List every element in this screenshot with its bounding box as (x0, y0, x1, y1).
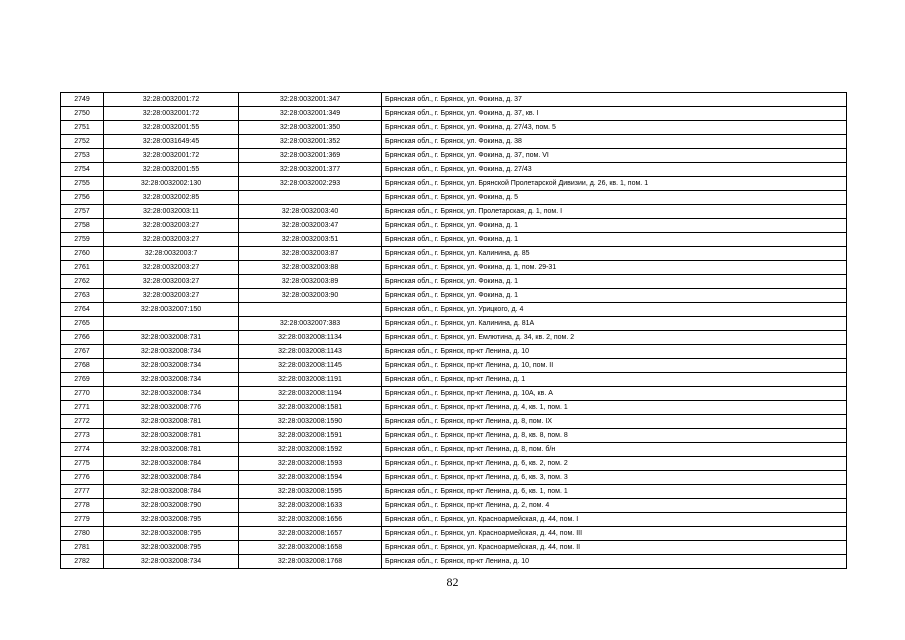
row-number-cell: 2769 (61, 373, 104, 387)
table-row (61, 121, 847, 135)
row-number-cell: 2774 (61, 443, 104, 457)
object-cadastral-cell: 32:28:0032001:349 (239, 107, 382, 121)
parcel-cadastral-cell: 32:28:0032002:130 (104, 177, 239, 191)
object-cadastral-cell: 32:28:0032008:1768 (239, 555, 382, 569)
object-cadastral-cell: 32:28:0032008:1191 (239, 373, 382, 387)
table-row (61, 191, 847, 205)
object-cadastral-cell: 32:28:0032008:1134 (239, 331, 382, 345)
page-number: 82 (446, 575, 459, 589)
row-number-cell: 2752 (61, 135, 104, 149)
address-cell: Брянская обл., г. Брянск, ул. Урицкого, д. 4 (382, 303, 847, 317)
parcel-cadastral-cell: 32:28:0032008:731 (104, 331, 239, 345)
address-cell: Брянская обл., г. Брянск, пр-кт Ленина, д. 10А, кв. А (382, 387, 847, 401)
address-cell: Брянская обл., г. Брянск, ул. Фокина, д. 1 (382, 233, 847, 247)
table-row (61, 345, 847, 359)
object-cadastral-cell: 32:28:0032008:1633 (239, 499, 382, 513)
row-number-cell: 2751 (61, 121, 104, 135)
table-row (61, 457, 847, 471)
object-cadastral-cell: 32:28:0032002:293 (239, 177, 382, 191)
parcel-cadastral-cell: 32:28:0032008:734 (104, 373, 239, 387)
object-cadastral-cell: 32:28:0032001:377 (239, 163, 382, 177)
object-cadastral-cell: 32:28:0032008:1656 (239, 513, 382, 527)
table-row (61, 331, 847, 345)
table-row (61, 93, 847, 107)
parcel-cadastral-cell: 32:28:0032003:7 (104, 247, 239, 261)
parcel-cadastral-cell: 32:28:0032008:784 (104, 471, 239, 485)
object-cadastral-cell: 32:28:0032001:352 (239, 135, 382, 149)
address-cell: Брянская обл., г. Брянск, ул. Красноармейская, д. 44, пом. II (382, 541, 847, 555)
row-number-cell: 2766 (61, 331, 104, 345)
table-row (61, 471, 847, 485)
table-row (61, 303, 847, 317)
table-row (61, 149, 847, 163)
parcel-cadastral-cell: 32:28:0032003:27 (104, 289, 239, 303)
table-row (61, 555, 847, 569)
address-cell: Брянская обл., г. Брянск, пр-кт Ленина, д. 4, кв. 1, пом. 1 (382, 401, 847, 415)
address-cell: Брянская обл., г. Брянск, пр-кт Ленина, д. 8, кв. 8, пом. 8 (382, 429, 847, 443)
address-cell: Брянская обл., г. Брянск, ул. Красноармейская, д. 44, пом. III (382, 527, 847, 541)
address-cell: Брянская обл., г. Брянск, ул. Калинина, д. 85 (382, 247, 847, 261)
address-cell: Брянская обл., г. Брянск, ул. Фокина, д. 27/43, пом. 5 (382, 121, 847, 135)
object-cadastral-cell: 32:28:0032008:1595 (239, 485, 382, 499)
address-cell: Брянская обл., г. Брянск, ул. Фокина, д. 1 (382, 219, 847, 233)
parcel-cadastral-cell: 32:28:0032001:72 (104, 93, 239, 107)
table-row (61, 415, 847, 429)
row-number-cell: 2760 (61, 247, 104, 261)
table-row (61, 233, 847, 247)
address-cell: Брянская обл., г. Брянск, пр-кт Ленина, д. 8, пом. б/н (382, 443, 847, 457)
parcel-cadastral-cell: 32:28:0032003:27 (104, 233, 239, 247)
table-row (61, 317, 847, 331)
parcel-cadastral-cell (104, 317, 239, 331)
parcel-cadastral-cell: 32:28:0032008:790 (104, 499, 239, 513)
parcel-cadastral-cell: 32:28:0032008:734 (104, 345, 239, 359)
row-number-cell: 2779 (61, 513, 104, 527)
table-row (61, 247, 847, 261)
address-cell: Брянская обл., г. Брянск, пр-кт Ленина, д. 10 (382, 555, 847, 569)
address-cell: Брянская обл., г. Брянск, ул. Фокина, д. 38 (382, 135, 847, 149)
address-cell: Брянская обл., г. Брянск, пр-кт Ленина, д. 6, кв. 3, пом. 3 (382, 471, 847, 485)
address-cell: Брянская обл., г. Брянск, пр-кт Ленина, д. 2, пом. 4 (382, 499, 847, 513)
table-row (61, 373, 847, 387)
row-number-cell: 2755 (61, 177, 104, 191)
object-cadastral-cell (239, 303, 382, 317)
table-row (61, 177, 847, 191)
object-cadastral-cell: 32:28:0032007:383 (239, 317, 382, 331)
address-cell: Брянская обл., г. Брянск, ул. Фокина, д. 37, кв. I (382, 107, 847, 121)
address-cell: Брянская обл., г. Брянск, ул. Красноармейская, д. 44, пом. I (382, 513, 847, 527)
row-number-cell: 2754 (61, 163, 104, 177)
parcel-cadastral-cell: 32:28:0032008:784 (104, 485, 239, 499)
table-row (61, 443, 847, 457)
parcel-cadastral-cell: 32:28:0032008:795 (104, 513, 239, 527)
row-number-cell: 2781 (61, 541, 104, 555)
address-cell: Брянская обл., г. Брянск, ул. Фокина, д. 5 (382, 191, 847, 205)
table-row (61, 219, 847, 233)
row-number-cell: 2782 (61, 555, 104, 569)
row-number-cell: 2750 (61, 107, 104, 121)
object-cadastral-cell: 32:28:0032008:1594 (239, 471, 382, 485)
row-number-cell: 2759 (61, 233, 104, 247)
object-cadastral-cell: 32:28:0032008:1145 (239, 359, 382, 373)
object-cadastral-cell: 32:28:0032001:350 (239, 121, 382, 135)
table-row (61, 135, 847, 149)
table-row (61, 261, 847, 275)
address-cell: Брянская обл., г. Брянск, ул. Фокина, д. 37 (382, 93, 847, 107)
row-number-cell: 2763 (61, 289, 104, 303)
address-cell: Брянская обл., г. Брянск, ул. Калинина, д. 81А (382, 317, 847, 331)
row-number-cell: 2780 (61, 527, 104, 541)
table-row (61, 527, 847, 541)
parcel-cadastral-cell: 32:28:0032008:784 (104, 457, 239, 471)
object-cadastral-cell: 32:28:0032003:40 (239, 205, 382, 219)
object-cadastral-cell: 32:28:0032008:1581 (239, 401, 382, 415)
address-cell: Брянская обл., г. Брянск, ул. Фокина, д. 1, пом. 29-31 (382, 261, 847, 275)
property-table-body (61, 93, 847, 569)
address-cell: Брянская обл., г. Брянск, ул. Пролетарская, д. 1, пом. I (382, 205, 847, 219)
object-cadastral-cell (239, 191, 382, 205)
table-row (61, 401, 847, 415)
object-cadastral-cell: 32:28:0032001:369 (239, 149, 382, 163)
row-number-cell: 2768 (61, 359, 104, 373)
row-number-cell: 2767 (61, 345, 104, 359)
table-row (61, 429, 847, 443)
parcel-cadastral-cell: 32:28:0032008:781 (104, 443, 239, 457)
row-number-cell: 2770 (61, 387, 104, 401)
row-number-cell: 2777 (61, 485, 104, 499)
table-row (61, 163, 847, 177)
parcel-cadastral-cell: 32:28:0031649:45 (104, 135, 239, 149)
row-number-cell: 2749 (61, 93, 104, 107)
parcel-cadastral-cell: 32:28:0032001:55 (104, 121, 239, 135)
object-cadastral-cell: 32:28:0032003:88 (239, 261, 382, 275)
address-cell: Брянская обл., г. Брянск, пр-кт Ленина, д. 10 (382, 345, 847, 359)
address-cell: Брянская обл., г. Брянск, пр-кт Ленина, д. 10, пом. II (382, 359, 847, 373)
object-cadastral-cell: 32:28:0032008:1194 (239, 387, 382, 401)
object-cadastral-cell: 32:28:0032003:47 (239, 219, 382, 233)
parcel-cadastral-cell: 32:28:0032008:795 (104, 541, 239, 555)
row-number-cell: 2757 (61, 205, 104, 219)
table-row (61, 513, 847, 527)
parcel-cadastral-cell: 32:28:0032008:734 (104, 359, 239, 373)
address-cell: Брянская обл., г. Брянск, пр-кт Ленина, д. 8, пом. IX (382, 415, 847, 429)
row-number-cell: 2762 (61, 275, 104, 289)
parcel-cadastral-cell: 32:28:0032008:734 (104, 387, 239, 401)
address-cell: Брянская обл., г. Брянск, ул. Емлютина, д. 34, кв. 2, пом. 2 (382, 331, 847, 345)
row-number-cell: 2758 (61, 219, 104, 233)
table-row (61, 359, 847, 373)
object-cadastral-cell: 32:28:0032008:1658 (239, 541, 382, 555)
row-number-cell: 2761 (61, 261, 104, 275)
row-number-cell: 2775 (61, 457, 104, 471)
address-cell: Брянская обл., г. Брянск, пр-кт Ленина, д. 6, кв. 1, пом. 1 (382, 485, 847, 499)
row-number-cell: 2756 (61, 191, 104, 205)
table-row (61, 289, 847, 303)
address-cell: Брянская обл., г. Брянск, ул. Фокина, д. 1 (382, 275, 847, 289)
row-number-cell: 2753 (61, 149, 104, 163)
parcel-cadastral-cell: 32:28:0032008:781 (104, 429, 239, 443)
table-row (61, 107, 847, 121)
object-cadastral-cell: 32:28:0032008:1592 (239, 443, 382, 457)
object-cadastral-cell: 32:28:0032003:51 (239, 233, 382, 247)
parcel-cadastral-cell: 32:28:0032003:11 (104, 205, 239, 219)
object-cadastral-cell: 32:28:0032003:90 (239, 289, 382, 303)
parcel-cadastral-cell: 32:28:0032002:85 (104, 191, 239, 205)
address-cell: Брянская обл., г. Брянск, ул. Фокина, д. 1 (382, 289, 847, 303)
table-row (61, 485, 847, 499)
row-number-cell: 2778 (61, 499, 104, 513)
table-row (61, 387, 847, 401)
address-cell: Брянская обл., г. Брянск, пр-кт Ленина, д. 1 (382, 373, 847, 387)
table-row (61, 499, 847, 513)
table-row (61, 541, 847, 555)
object-cadastral-cell: 32:28:0032008:1590 (239, 415, 382, 429)
object-cadastral-cell: 32:28:0032008:1593 (239, 457, 382, 471)
parcel-cadastral-cell: 32:28:0032001:55 (104, 163, 239, 177)
address-cell: Брянская обл., г. Брянск, ул. Брянской Пролетарской Дивизии, д. 26, кв. 1, пом. 1 (382, 177, 847, 191)
table-row (61, 205, 847, 219)
object-cadastral-cell: 32:28:0032008:1657 (239, 527, 382, 541)
object-cadastral-cell: 32:28:0032003:89 (239, 275, 382, 289)
row-number-cell: 2776 (61, 471, 104, 485)
object-cadastral-cell: 32:28:0032008:1143 (239, 345, 382, 359)
table-row (61, 275, 847, 289)
row-number-cell: 2764 (61, 303, 104, 317)
parcel-cadastral-cell: 32:28:0032008:776 (104, 401, 239, 415)
object-cadastral-cell: 32:28:0032001:347 (239, 93, 382, 107)
parcel-cadastral-cell: 32:28:0032007:150 (104, 303, 239, 317)
parcel-cadastral-cell: 32:28:0032008:795 (104, 527, 239, 541)
row-number-cell: 2765 (61, 317, 104, 331)
parcel-cadastral-cell: 32:28:0032003:27 (104, 275, 239, 289)
parcel-cadastral-cell: 32:28:0032003:27 (104, 261, 239, 275)
property-table (60, 92, 847, 569)
address-cell: Брянская обл., г. Брянск, ул. Фокина, д. 27/43 (382, 163, 847, 177)
address-cell: Брянская обл., г. Брянск, пр-кт Ленина, д. 6, кв. 2, пом. 2 (382, 457, 847, 471)
address-cell: Брянская обл., г. Брянск, ул. Фокина, д. 37, пом. VI (382, 149, 847, 163)
object-cadastral-cell: 32:28:0032008:1591 (239, 429, 382, 443)
parcel-cadastral-cell: 32:28:0032001:72 (104, 107, 239, 121)
parcel-cadastral-cell: 32:28:0032008:781 (104, 415, 239, 429)
row-number-cell: 2772 (61, 415, 104, 429)
parcel-cadastral-cell: 32:28:0032008:734 (104, 555, 239, 569)
object-cadastral-cell: 32:28:0032003:87 (239, 247, 382, 261)
row-number-cell: 2773 (61, 429, 104, 443)
row-number-cell: 2771 (61, 401, 104, 415)
parcel-cadastral-cell: 32:28:0032003:27 (104, 219, 239, 233)
parcel-cadastral-cell: 32:28:0032001:72 (104, 149, 239, 163)
